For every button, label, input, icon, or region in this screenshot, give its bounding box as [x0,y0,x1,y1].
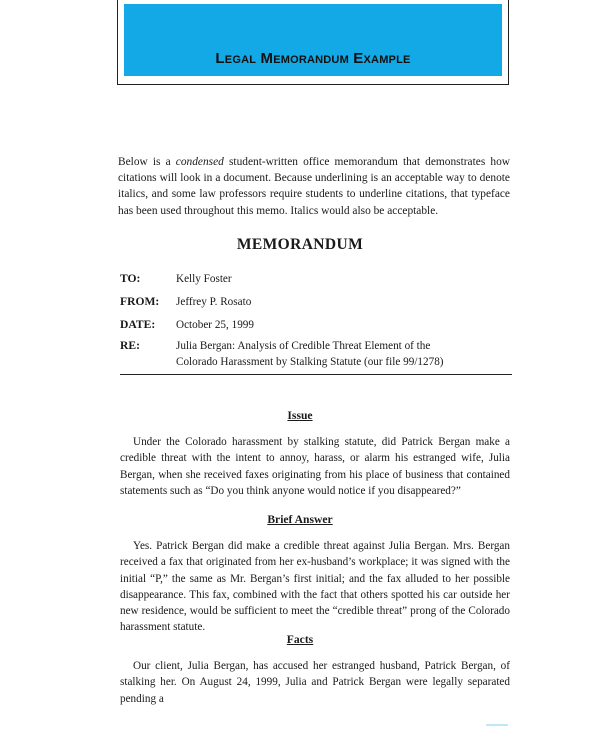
date-label: DATE: [120,318,156,331]
header-divider [120,374,512,375]
from-label: FROM: [120,295,160,308]
to-label: TO: [120,272,141,285]
intro-text-end: student-written office memorandum that demonstrates how citations will look in a document. Because underlining is an acceptable way to denote italics, and some law professors require students to underline citations, that typeface has been used throughout this memo. Italics would also be acceptable. [118,156,510,217]
facts-paragraph: Our client, Julia Bergan, has accused her estranged husband, Patrick Bergan, of stalking her. On August 24, 1999, Julia and Patrick Bergan were legally separated pending a [120,660,510,705]
re-label: RE: [120,339,140,352]
facts-heading: Facts [286,633,314,646]
page-corner-mark [486,724,508,726]
to-value: Kelly Foster [176,273,232,285]
intro-emphasis: condensed [175,156,224,168]
intro-paragraph [118,154,510,219]
brief-answer-text-2: This fax, combined with the fact that others spotted his car outside her new residence, would be sufficient to meet the “credible threat” prong of the Colorado harassment statute. [120,588,510,634]
brief-answer-heading: Brief Answer [267,513,333,526]
issue-heading: Issue [287,409,313,422]
memo-heading: MEMORANDUM [236,236,364,253]
title-banner [124,4,502,76]
brief-answer-text-1: Yes. Patrick Bergan did make a credible threat against Julia Bergan. Mrs. Bergan received a fax that originated from her ex-husband’s workplace; it was signed with the initial “P,” the same as Mr. Bergan’s first initial; and the fax alluded to her possible disappearance. [120,540,510,601]
issue-paragraph: Under the Colorado harassment by stalking statute, did Patrick Bergan make a credible threat with the intent to annoy, harass, or alarm his estranged wife, Julia Bergan, when she received faxes originating from his place of business that contained statements such as “Do you think anyone would notice if you disappeared?” [120,436,510,497]
from-value: Jeffrey P. Rosato [176,296,252,308]
brief-answer-paragraph [120,538,510,636]
date-value: October 25, 1999 [176,319,254,331]
intro-text-start: Below is a [118,156,176,168]
re-value: Julia Bergan: Analysis of Credible Threat Element of the Colorado Harassment by Stalking Statute (our file 99/1278) [176,340,444,369]
document-title: Legal Memorandum Example [215,50,411,67]
